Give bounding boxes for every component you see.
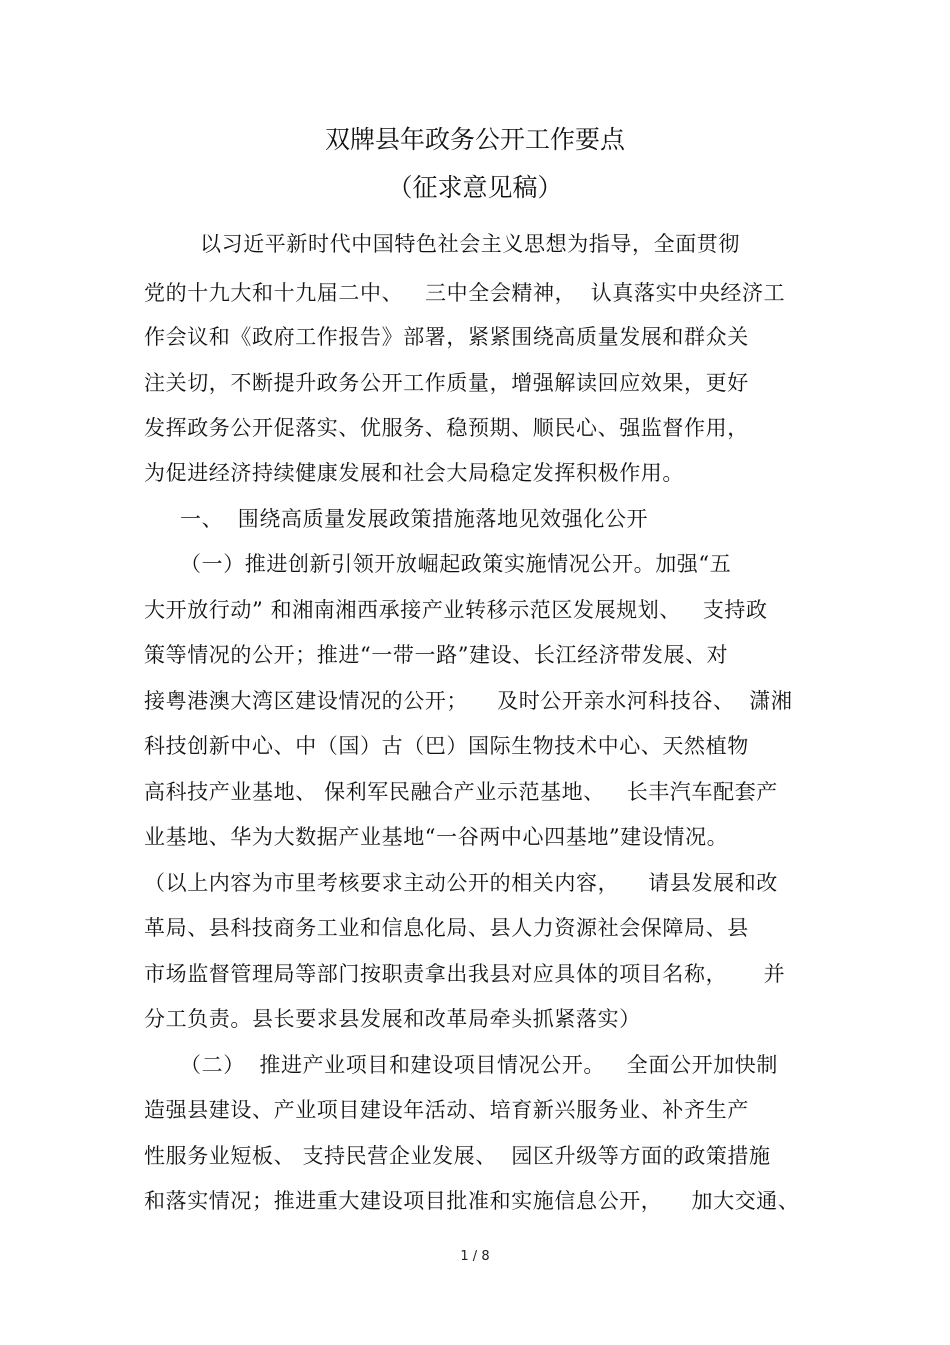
body-line: 为促进经济持续健康发展和社会大局稳定发挥积极作用。: [144, 461, 684, 485]
body-line: 科技创新中心、中（国）古（巴）国际生物技术中心、天然植物: [144, 734, 749, 758]
body-line: 性服务业短板、 支持民营企业发展、 园区升级等方面的政策措施: [144, 1144, 771, 1168]
body-line: 以习近平新时代中国特色社会主义思想为指导，全面贯彻: [200, 232, 740, 256]
body-line: 造强县建设、产业项目建设年活动、培育新兴服务业、补齐生产: [144, 1098, 749, 1122]
section-heading: 一、 围绕高质量发展政策措施落地见效强化公开: [180, 507, 649, 531]
body-line: 接粤港澳大湾区建设情况的公开； 及时公开亲水河科技谷、 潇湘: [144, 689, 793, 713]
body-line: 和落实情况；推进重大建设项目批准和实施信息公开， 加大交通、: [144, 1189, 800, 1213]
subsection-heading: （一）推进创新引领开放崛起政策实施情况公开。加强“五: [180, 552, 732, 576]
body-line: 作会议和《政府工作报告》部署，紧紧围绕高质量发展和群众关: [144, 325, 749, 349]
document-subtitle: （征求意见稿）: [387, 173, 563, 202]
body-line: 市场监督管理局等部门按职责拿出我县对应具体的项目名称， 并: [144, 962, 786, 986]
body-line: 高科技产业基地、 保利军民融合产业示范基地、 长丰汽车配套产: [144, 780, 778, 804]
body-line: 革局、县科技商务工业和信息化局、县人力资源社会保障局、县: [144, 916, 749, 940]
body-line: 发挥政务公开促落实、优服务、稳预期、顺民心、强监督作用，: [144, 416, 749, 440]
body-line: 分工负责。县长要求县发展和改革局牵头抓紧落实）: [144, 1007, 641, 1031]
body-line: 党的十九大和十九届二中、 三中全会精神， 认真落实中央经济工: [144, 281, 786, 305]
subsection-heading: （二） 推进产业项目和建设项目情况公开。 全面公开加快制: [180, 1053, 778, 1077]
body-line: 大开放行动” 和湘南湘西承接产业转移示范区发展规划、 支持政: [144, 598, 768, 622]
page-indicator: 1 / 8: [460, 1249, 490, 1264]
body-line: （以上内容为市里考核要求主动公开的相关内容， 请县发展和改: [144, 871, 778, 895]
body-line: 业基地、华为大数据产业基地“一谷两中心四基地”建设情况。: [144, 825, 729, 849]
document-title: 双牌县年政务公开工作要点: [324, 125, 625, 154]
body-line: 注关切，不断提升政务公开工作质量，增强解读回应效果，更好: [144, 371, 749, 395]
body-line: 策等情况的公开；推进“一带一路”建设、长江经济带发展、对: [144, 643, 729, 667]
